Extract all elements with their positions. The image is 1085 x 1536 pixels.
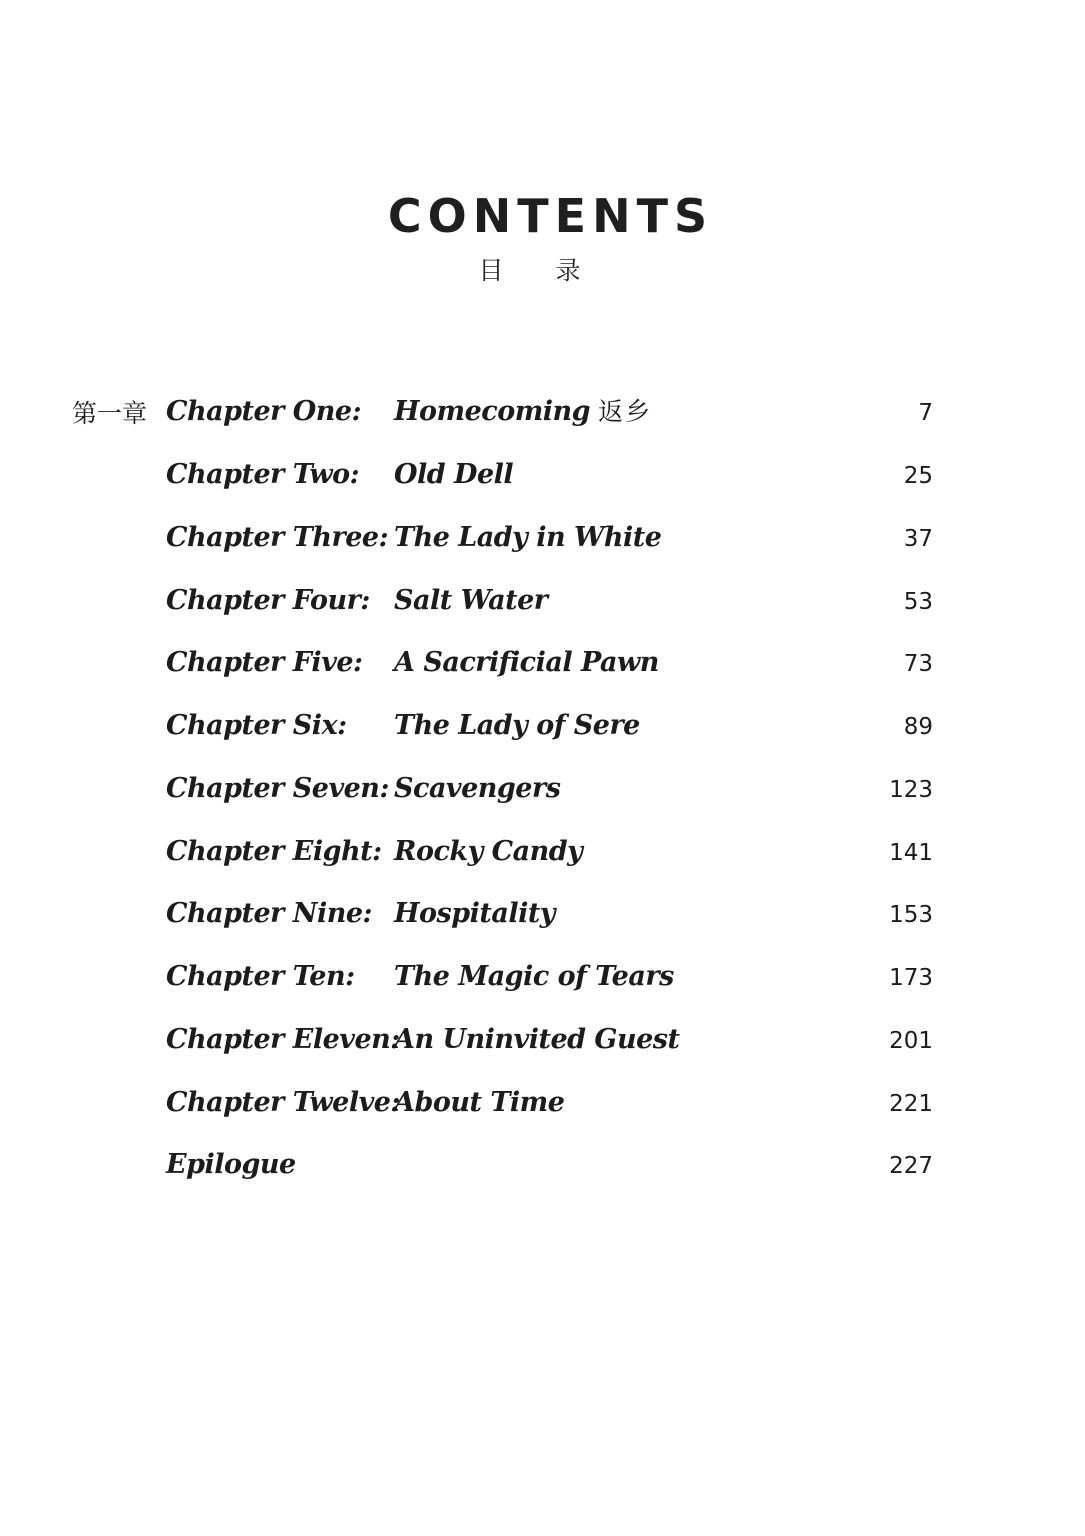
toc-entry[interactable] — [0, 1077, 1085, 1133]
chapter-title: Hospitality — [394, 898, 555, 929]
chapter-title: About Time — [394, 1087, 565, 1118]
page-number: 123 — [889, 777, 933, 803]
chapter-title: The Lady in White — [394, 522, 662, 553]
page-number: 221 — [889, 1091, 933, 1117]
page-number: 25 — [903, 463, 933, 489]
toc-entry[interactable] — [0, 888, 1085, 944]
chapter-label: Chapter Six: — [166, 710, 347, 741]
chapter-label: Chapter Ten: — [166, 961, 355, 992]
toc-entry[interactable] — [0, 763, 1085, 819]
page-number: 89 — [903, 714, 933, 740]
page-number: 53 — [903, 589, 933, 615]
toc-entry[interactable] — [0, 700, 1085, 756]
chapter-title: Salt Water — [394, 585, 548, 616]
page-number: 153 — [889, 902, 933, 928]
chapter-label: Chapter Eleven: — [166, 1024, 400, 1055]
toc-entry[interactable] — [0, 1014, 1085, 1070]
chapter-label: Epilogue — [166, 1149, 296, 1180]
page-number: 141 — [889, 840, 933, 866]
chapter-title: Scavengers — [394, 773, 561, 804]
toc-entry[interactable] — [0, 637, 1085, 693]
toc-entry[interactable] — [0, 575, 1085, 631]
toc-entry[interactable] — [0, 386, 1085, 442]
chapter-title: The Lady of Sere — [394, 710, 640, 741]
page-title: CONTENTS — [387, 189, 714, 243]
chapter-title: A Sacrificial Pawn — [394, 647, 659, 678]
toc-entry[interactable] — [0, 512, 1085, 568]
chapter-label: Chapter Eight: — [166, 836, 382, 867]
chapter-title-text: Homecoming — [394, 396, 591, 427]
toc-entry[interactable] — [0, 1139, 1085, 1195]
chapter-title: The Magic of Tears — [394, 961, 674, 992]
chapter-label: Chapter One: — [166, 396, 362, 427]
page-number: 227 — [889, 1153, 933, 1179]
chapter-label: Chapter Three: — [166, 522, 389, 553]
chapter-title: Rocky Candy — [394, 836, 583, 867]
chapter-title: An Uninvited Guest — [394, 1024, 680, 1055]
chapter-label: Chapter Nine: — [166, 898, 372, 929]
page-number: 73 — [903, 651, 933, 677]
chapter-title — [394, 394, 652, 430]
toc-entry[interactable] — [0, 826, 1085, 882]
chapter-label: Chapter Twelve: — [166, 1087, 400, 1118]
chapter-label: Chapter Four: — [166, 585, 370, 616]
page-number: 201 — [889, 1028, 933, 1054]
toc-entry[interactable] — [0, 449, 1085, 505]
chapter-prefix: 第一章 — [72, 399, 148, 428]
chapter-title-chinese: 返乡 — [598, 397, 653, 426]
page-subtitle: 目 录 — [478, 256, 603, 285]
page-number: 173 — [889, 965, 933, 991]
chapter-title: Old Dell — [394, 459, 514, 490]
page-number: 37 — [903, 526, 933, 552]
chapter-label: Chapter Five: — [166, 647, 363, 678]
chapter-label: Chapter Seven: — [166, 773, 389, 804]
chapter-label: Chapter Two: — [166, 459, 360, 490]
page-number: 7 — [918, 400, 933, 426]
toc-entry[interactable] — [0, 951, 1085, 1007]
